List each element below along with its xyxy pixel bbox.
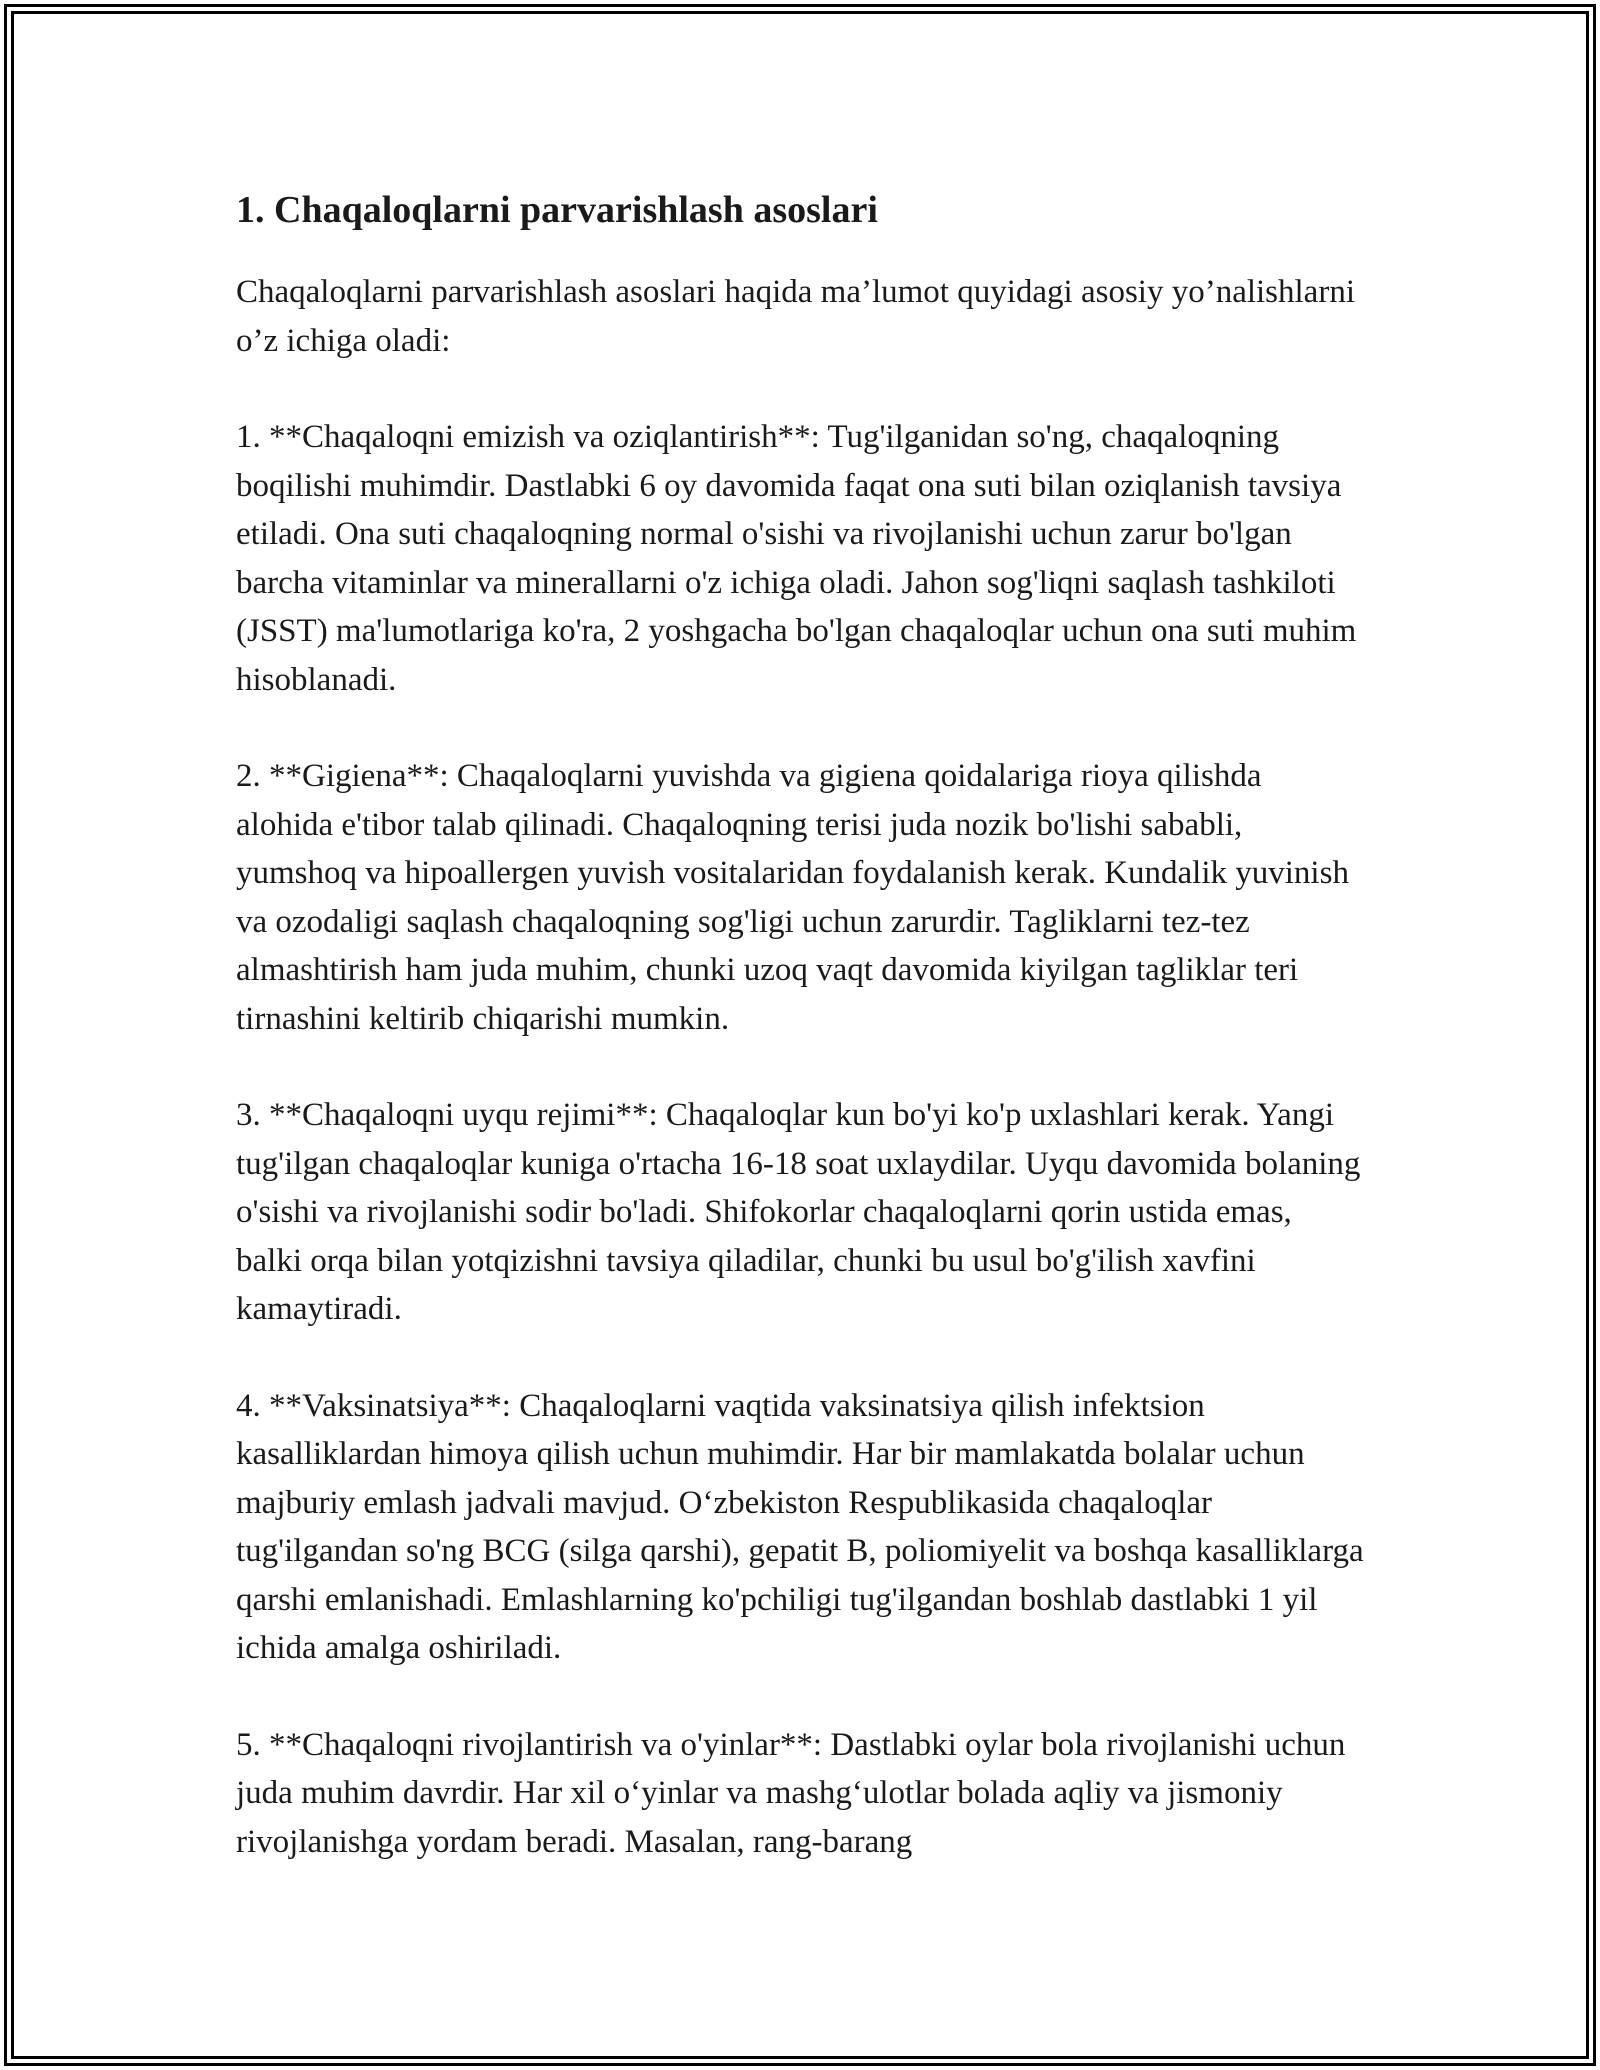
paragraph-breastfeeding: 1. **Chaqaloqni emizish va oziqlantirish**: Tug'ilganidan so'ng, chaqaloqning boqilishi muhimdir. Dastlabki 6 oy davomida faqat ona suti bilan oziqlanish tavsiya etiladi. Ona suti chaqaloqning normal o'sishi va rivojlanishi uchun zarur bo'lgan barcha vitaminlar va minerallarni o'z ichiga oladi. Jahon sog'liqni saqlash tashkiloti (JSST) ma'lumotlariga ko'ra, 2 yoshgacha bo'lgan chaqaloqlar uchun ona suti muhim hisoblanadi. <box>236 419 1357 698</box>
paragraph-sleep: 3. **Chaqaloqni uyqu rejimi**: Chaqaloqlar kun bo'yi ko'p uxlashlari kerak. Yangi tug'ilgan chaqaloqlar kuniga o'rtacha 16-18 soat uxlaydilar. Uyqu davomida bolaning o'sishi va rivojlanishi sodir bo'ladi. Shifokorlar chaqaloqlarni qorin ustida emas, balki orqa bilan yotqizishni tavsiya qiladilar, chunki bu usul bo'g'ilish xavfini kamaytiradi. <box>236 1097 1361 1327</box>
document-title: 1. Chaqaloqlarni parvarishlash asoslari <box>236 189 878 231</box>
document-body <box>236 186 1364 1914</box>
paragraph-vaccination: 4. **Vaksinatsiya**: Chaqaloqlarni vaqtida vaksinatsiya qilish infektsion kasalliklardan himoya qilish uchun muhimdir. Har bir mamlakatda bolalar uchun majburiy emlash jadvali mavjud. O‘zbekiston Respublikasida chaqaloqlar tug'ilgandan so'ng BCG (silga qarshi), gepatit B, poliomiyelit va boshqa kasalliklarga qarshi emlanishadi. Emlashlarning ko'pchiligi tug'ilgandan boshlab dastlabki 1 yil ichida amalga oshiriladi. <box>236 1387 1364 1666</box>
paragraph-development: 5. **Chaqaloqni rivojlantirish va o'yinlar**: Dastlabki oylar bola rivojlanishi uchun juda muhim davrdir. Har xil o‘yinlar va mashg‘ulotlar bolada aqliy va jismoniy rivojlanishga yordam beradi. Masalan, rang-barang <box>236 1726 1346 1860</box>
paragraph-hygiene: 2. **Gigiena**: Chaqaloqlarni yuvishda va gigiena qoidalariga rioya qilishda alohida e'tibor talab qilinadi. Chaqaloqning terisi juda nozik bo'lishi sababli, yumshoq va hipoallergen yuvish vositalaridan foydalanish kerak. Kundalik yuvinish va ozodaligi saqlash chaqaloqning sog'ligi uchun zarurdir. Tagliklarni tez-tez almashtirish ham juda muhim, chunki uzoq vaqt davomida kiyilgan tagliklar teri tirnashini keltirib chiqarishi mumkin. <box>236 758 1349 1037</box>
intro-paragraph: Chaqaloqlarni parvarishlash asoslari haqida ma’lumot quyidagi asosiy yo’nalishlarni o’z ichiga oladi: <box>236 274 1355 359</box>
